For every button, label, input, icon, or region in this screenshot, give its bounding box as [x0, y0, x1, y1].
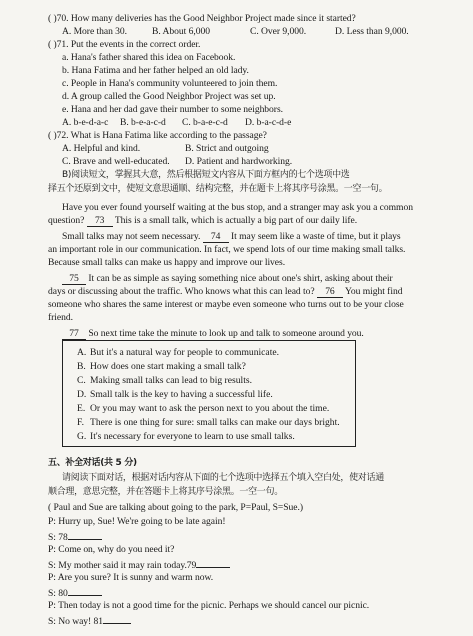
q71-option-d: D. b-a-c-d-e: [245, 117, 292, 128]
passage-p2-line1: Small talks may not seem necessary. 74 It may seem like a waste of time, but it plays: [62, 231, 401, 242]
section-5-instruction-2: 顺合理，意思完整，并在答题卡上将其序号涂黑。一空一句。: [48, 487, 283, 497]
passage-p4-line1: 77 So next time take the minute to look up and talk to someone around you.: [62, 328, 364, 340]
section-5-instruction-1: 请阅读下面对话，根据对话内容从下面的七个选项中选择五个填入空白处，使对话通: [62, 473, 384, 483]
section-b-instruction-2: 择五个还原到文中，使短文意思通顺、结构完整，并在题卡上将其序号涂黑。一空一句。: [48, 184, 388, 194]
q70-option-a: A. More than 30.: [62, 26, 128, 37]
dialogue-line-5: P: Are you sure? It is sunny and warm now.: [48, 572, 214, 583]
q71-event-e: e. Hana and her dad gave their number to some neighbors.: [62, 104, 283, 115]
dialogue-line-4: S: My mother said it may rain today.79: [48, 558, 230, 571]
q71-event-c: c. People in Hana's community volunteered to join them.: [62, 78, 278, 89]
blank-81[interactable]: [103, 614, 131, 624]
box-option-b: B. How does one start making a small talk?: [77, 361, 246, 372]
passage-p3-line4: friend.: [48, 312, 73, 323]
dialogue-line-6: S: 80: [48, 586, 102, 599]
box-option-g: G. It's necessary for everyone to learn to use small talks.: [77, 431, 295, 442]
passage-p1-line1: Have you ever found yourself waiting at the bus stop, and a stranger may ask you a common: [62, 202, 413, 213]
q71-option-c: C. b-a-e-c-d: [182, 117, 228, 128]
q71-event-d: d. A group called the Good Neighbor Project was set up.: [62, 91, 276, 102]
blank-77[interactable]: 77: [62, 328, 86, 340]
passage-p2-line3: Because small talks can make us happy and improve our lives.: [48, 257, 286, 268]
passage-p2-line2: an important role in our communication. In fact, we spend lots of our time making small talks.: [48, 244, 406, 255]
passage-p1-line2: question? 73 This is a small talk, which is actually a big part of our daily life.: [48, 215, 358, 226]
blank-73[interactable]: 73: [87, 215, 113, 227]
dialogue-line-2: S: 78: [48, 530, 102, 543]
q71-stem: ( )71. Put the events in the correct order.: [48, 39, 201, 50]
passage-p3-line2: days or discussing about the traffic. Who knows what this can lead to? 76 You might find: [48, 286, 403, 297]
q72-stem: ( )72. What is Hana Fatima like according to the passage?: [48, 130, 267, 141]
q70-option-b: B. About 6,000: [152, 26, 210, 37]
q72-answer-mark: ( ): [48, 130, 57, 141]
box-option-d: D. Small talk is the key to having a successful life.: [77, 389, 273, 400]
q71-option-a: A. b-e-d-a-c: [62, 117, 109, 128]
box-option-f: F. There is one thing for sure: small talks can make our days bright.: [77, 417, 340, 428]
dialogue-line-1: P: Hurry up, Sue! We're going to be late again!: [48, 516, 226, 527]
passage-p3-line3: someone who shares the same interest or maybe even someone who turns out to be your close: [48, 299, 404, 310]
q70-answer-mark: ( ): [48, 13, 57, 24]
dialogue-line-3: P: Come on, why do you need it?: [48, 544, 175, 555]
options-box: [62, 340, 356, 447]
dialogue-context: ( Paul and Sue are talking about going to the park, P=Paul, S=Sue.): [48, 502, 304, 513]
dialogue-line-8: S: No way! 81: [48, 614, 131, 627]
section-b-instruction-1: B)阅读短文，掌握其大意，然后根据短文内容从下面方框内的七个选项中选: [62, 170, 350, 180]
box-option-c: C. Making small talks can lead to big results.: [77, 375, 252, 386]
q71-event-a: a. Hana's father shared this idea on Facebook.: [62, 52, 236, 63]
q70-stem: ( )70. How many deliveries has the Good Neighbor Project made since it started?: [48, 13, 356, 24]
q71-event-b: b. Hana Fatima and her father helped an old lady.: [62, 65, 249, 76]
q72-option-a: A. Helpful and kind.: [62, 143, 141, 154]
blank-79[interactable]: [196, 558, 230, 568]
box-option-e: E. Or you may want to ask the person next to you about the time.: [77, 403, 330, 414]
blank-78[interactable]: [68, 530, 102, 540]
blank-80[interactable]: [68, 586, 102, 596]
q72-option-d: D. Patient and hardworking.: [185, 156, 293, 167]
blank-76[interactable]: 76: [317, 286, 343, 298]
q70-option-d: D. Less than 9,000.: [335, 26, 409, 37]
q72-option-c: C. Brave and well-educated.: [62, 156, 170, 167]
q71-option-b: B. b-e-a-c-d: [120, 117, 166, 128]
q72-option-b: B. Strict and outgoing: [185, 143, 269, 154]
box-option-a: A. But it's a natural way for people to communicate.: [77, 347, 280, 358]
blank-74[interactable]: 74: [203, 231, 229, 243]
dialogue-line-7: P: Then today is not a good time for the picnic. Perhaps we should cancel our picnic.: [48, 600, 370, 611]
blank-75[interactable]: 75: [62, 273, 86, 285]
passage-p3-line1: 75 It can be as simple as saying something nice about one's shirt, asking about their: [62, 273, 393, 285]
q71-answer-mark: ( ): [48, 39, 57, 50]
section-5-heading: 五、补全对话(共 5 分): [48, 458, 137, 468]
q70-option-c: C. Over 9,000.: [250, 26, 307, 37]
